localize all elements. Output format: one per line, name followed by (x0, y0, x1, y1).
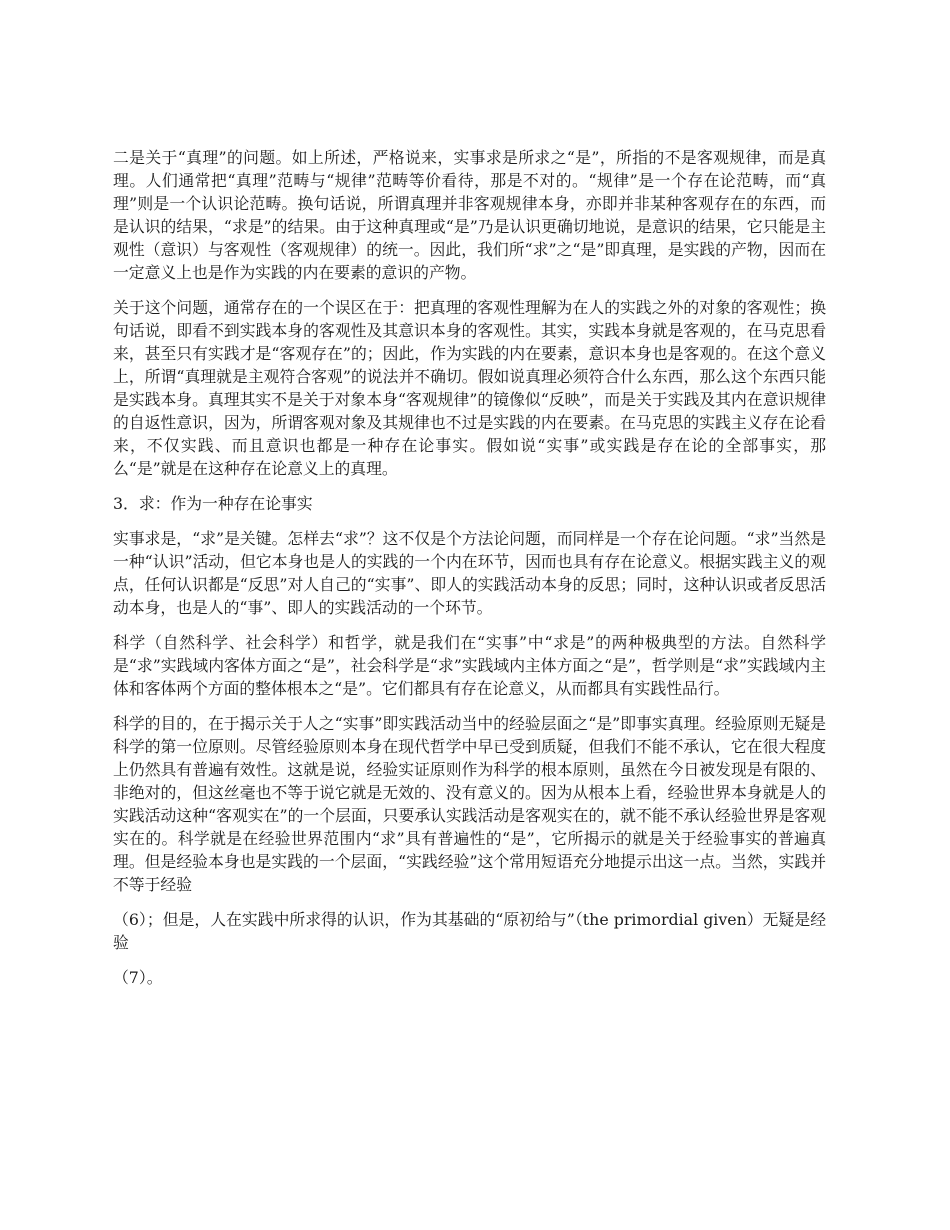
section-heading: 3．求：作为一种存在论事实 (113, 494, 313, 513)
paragraph-seeking: 实事求是，“求”是关键。怎样去“求”？这不仅是个方法论问题，而同样是一个存在论问题。“求”当然是一种“认识”活动，但它本身也是人的实践的一个内在环节，因而也具有存在论意义。根据实践主义的观点，任何认识都是“反思”对人自己的“实事”、即人的实践活动本身的反思；同时，这种认识或者反思活动本身，也是人的“事”、即人的实践活动的一个环节。 (113, 529, 826, 617)
paragraph-science-purpose: 科学的目的，在于揭示关于人之“实事”即实践活动当中的经验层面之“是”即事实真理。经验原则无疑是科学的第一位原则。尽管经验原则本身在现代哲学中早已受到质疑，但我们不能不承认，它在很大程度上仍然具有普遍有效性。这就是说，经验实证原则作为科学的根本原则，虽然在今日被发现是有限的、非绝对的，但这丝毫也不等于说它就是无效的、没有意义的。因为从根本上看，经验世界本身就是人的实践活动这种“客观实在”的一个层面，只要承认实践活动是客观实在的，就不能不承认经验世界是客观实在的。科学就是在经验世界范围内“求”具有普遍性的“是”，它所揭示的就是关于经验事实的普遍真理。但是经验本身也是实践的一个层面，“实践经验”这个常用短语充分地提示出这一点。当然，实践并不等于经验 (113, 714, 826, 894)
document-body (113, 146, 826, 1001)
paragraph-footnote-7: （7）。 (113, 968, 163, 987)
paragraph-truth: 二是关于“真理”的问题。如上所述，严格说来，实事求是所求之“是”，所指的不是客观规律，而是真理。人们通常把“真理”范畴与“规律”范畴等价看待，那是不对的。“规律”是一个存在论范畴，而“真理”则是一个认识论范畴。换句话说，所谓真理并非客观规律本身，亦即并非某种客观存在的东西，而是认识的结果，“求是”的结果。由于这种真理或“是”乃是认识更确切地说，是意识的结果，它只能是主观性（意识）与客观性（客观规律）的统一。因此，我们所“求”之“是”即真理，是实践的产物，因而在一定意义上也是作为实践的内在要素的意识的产物。 (113, 148, 826, 282)
paragraph-misconception: 关于这个问题，通常存在的一个误区在于：把真理的客观性理解为在人的实践之外的对象的客观性；换句话说，即看不到实践本身的客观性及其意识本身的客观性。其实，实践本身就是客观的，在马克思看来，甚至只有实践才是“客观存在”的；因此，作为实践的内在要素，意识本身也是客观的。在这个意义上，所谓“真理就是主观符合客观”的说法并不确切。假如说真理必须符合什么东西，那么这个东西只能是实践本身。真理其实不是关于对象本身“客观规律”的镜像似“反映”，而是关于实践及其内在意识规律的自返性意识，因为，所谓客观对象及其规律也不过是实践的内在要素。在马克思的实践主义存在论看来，不仅实践、而且意识也都是一种存在论事实。假如说“实事”或实践是存在论的全部事实，那么“是”就是在这种存在论意义上的真理。 (113, 298, 826, 478)
paragraph-footnote-6: （6）；但是，人在实践中所求得的认识，作为其基础的“原初给与”（the primordial given）无疑是经验 (113, 910, 826, 952)
paragraph-science-philosophy: 科学（自然科学、社会科学）和哲学，就是我们在“实事”中“求是”的两种极典型的方法。自然科学是“求”实践域内客体方面之“是”，社会科学是“求”实践域内主体方面之“是”，哲学则是“求”实践域内主体和客体两个方面的整体根本之“是”。它们都具有存在论意义，从而都具有实践性品行。 (113, 633, 826, 698)
